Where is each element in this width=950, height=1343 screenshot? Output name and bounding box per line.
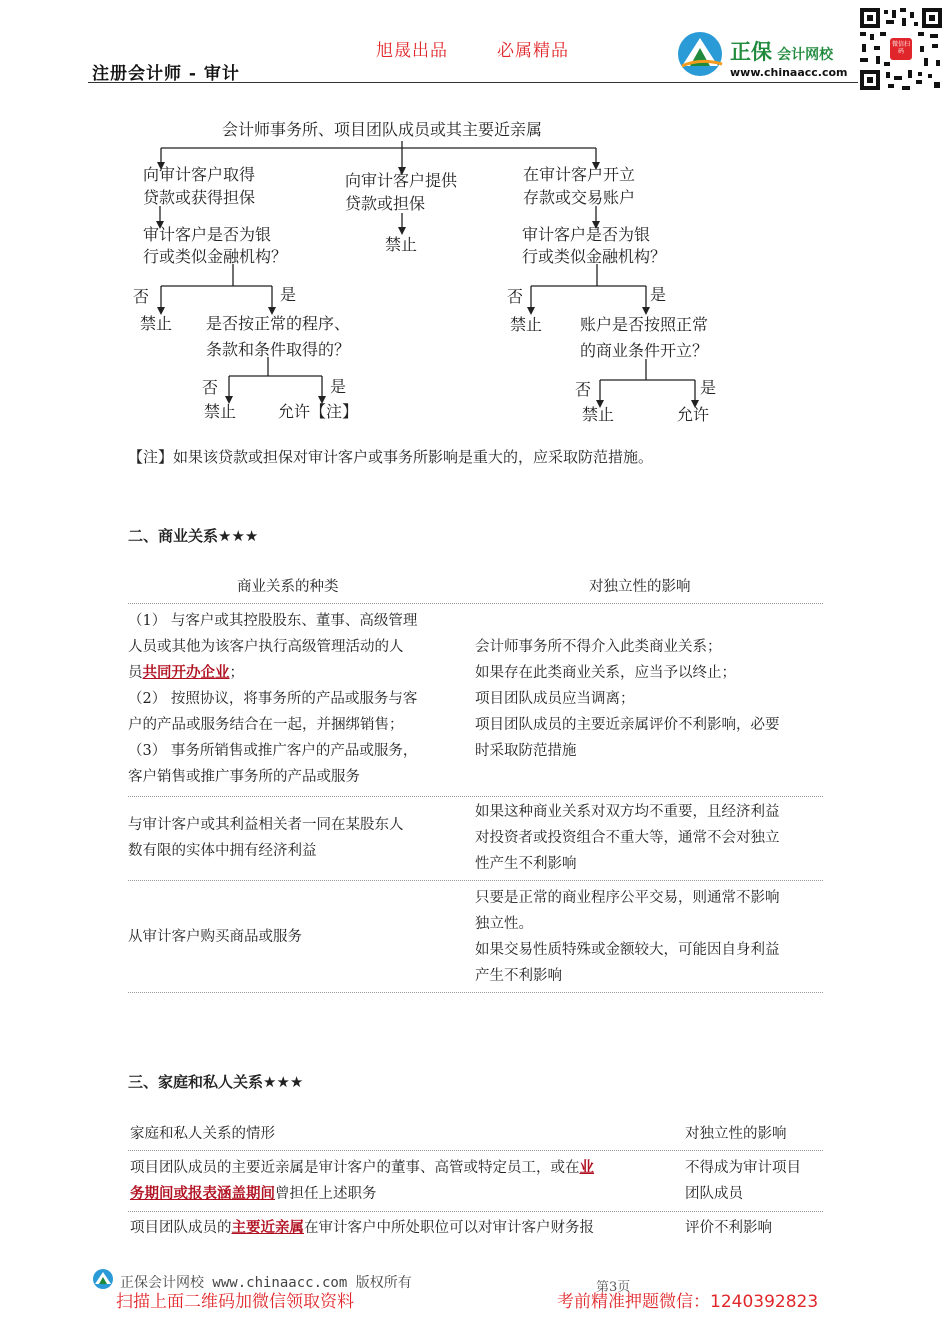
footer-brand: 正保会计网校 www.chinaacc.com 版权所有 bbox=[120, 1275, 412, 1291]
flow-left-q2-no: 否 bbox=[202, 378, 219, 397]
row1-right-line: 如果存在此类商业关系，应当予以终止； bbox=[475, 665, 736, 681]
flow-right-q2-no: 否 bbox=[575, 380, 592, 399]
section3-col2-header: 对独立性的影响 bbox=[685, 1126, 787, 1142]
row1-left-line: （3） 事务所销售或推广客户的产品或服务， bbox=[128, 743, 418, 759]
row1-right-line: 项目团队成员应当调离； bbox=[475, 691, 635, 707]
highlight-relatives: 主要近亲属 bbox=[231, 1219, 304, 1236]
row2-right-line: 对投资者或投资组合不重大等，通常不会对独立 bbox=[475, 830, 780, 846]
flow-left-q2-yes-result: 允许【注】 bbox=[278, 402, 359, 421]
section3-row1-right bbox=[685, 1155, 801, 1207]
flow-right-q2-2: 的商业条件开立？ bbox=[580, 341, 709, 360]
row1-right-line: 时采取防范措施 bbox=[475, 743, 577, 759]
header-slogan-left: 旭晟出品 bbox=[376, 41, 448, 61]
flow-left-no: 否 bbox=[133, 287, 150, 306]
flow-right-q2-no-result: 禁止 bbox=[582, 405, 615, 424]
row3-right-line: 独立性。 bbox=[475, 916, 533, 932]
flow-right-no-result: 禁止 bbox=[510, 315, 543, 334]
section2-row1-right bbox=[475, 634, 825, 764]
flowchart-lines bbox=[0, 0, 950, 440]
flow-note: 【注】如果该贷款或担保对审计客户或事务所影响是重大的，应采取防范措施。 bbox=[128, 448, 654, 466]
flow-root: 会计师事务所、项目团队成员或其主要近亲属 bbox=[222, 120, 543, 139]
section2-col2-header: 对独立性的影响 bbox=[589, 579, 691, 595]
section3-rule bbox=[128, 1211, 823, 1212]
section2-row3-left: 从审计客户购买商品或服务 bbox=[128, 929, 302, 945]
flow-left-yes: 是 bbox=[280, 285, 297, 304]
s3-row1-right-line: 团队成员 bbox=[685, 1186, 743, 1202]
section2-row2-left bbox=[128, 812, 404, 864]
header-slogan-right: 必属精品 bbox=[497, 41, 569, 61]
flow-left-q2-1: 是否按正常的程序、 bbox=[206, 314, 351, 333]
section2-col1-header: 商业关系的种类 bbox=[237, 579, 339, 595]
flow-left-branch-1: 向审计客户取得 bbox=[143, 165, 256, 184]
footer-promo-left: 扫描上面二维码加微信领取资料 bbox=[116, 1292, 354, 1312]
flow-left-no-result: 禁止 bbox=[140, 314, 173, 333]
flow-right-q1-1: 审计客户是否为银 bbox=[522, 225, 651, 244]
s3-row1-left-line: 项目团队成员的主要近亲属是审计客户的董事、高管或特定员工，或在业 bbox=[130, 1159, 594, 1176]
row1-right-line: 项目团队成员的主要近亲属评价不利影响，必要 bbox=[475, 717, 780, 733]
course-title: 注册会计师 - 审计 bbox=[92, 64, 240, 84]
flow-right-no: 否 bbox=[507, 287, 524, 306]
row2-left-line: 与审计客户或其利益相关者一同在某股东人 bbox=[128, 817, 404, 833]
flow-right-branch-2: 存款或交易账户 bbox=[523, 188, 636, 207]
flow-mid-branch-2: 贷款或担保 bbox=[345, 194, 426, 213]
row1-left-line: 户的产品或服务结合在一起，并捆绑销售； bbox=[128, 717, 404, 733]
logo-name: 正保 bbox=[730, 40, 772, 64]
row3-right-line: 只要是正常的商业程序公平交易，则通常不影响 bbox=[475, 890, 780, 906]
highlight-period: 业 bbox=[579, 1159, 594, 1176]
section3-col1-header: 家庭和私人关系的情形 bbox=[130, 1126, 275, 1142]
flow-mid-result: 禁止 bbox=[385, 235, 418, 254]
section3-row2-right: 评价不利影响 bbox=[685, 1220, 772, 1236]
row1-left-line: 人员或其他为该客户执行高级管理活动的人 bbox=[128, 639, 404, 655]
flow-mid-branch-1: 向审计客户提供 bbox=[345, 171, 458, 190]
section2-rule bbox=[128, 992, 823, 993]
flow-right-q1-2: 行或类似金融机构？ bbox=[522, 247, 667, 266]
flow-right-q2-yes: 是 bbox=[700, 378, 717, 397]
section3-row1-left bbox=[130, 1155, 670, 1207]
flow-left-q1-1: 审计客户是否为银 bbox=[143, 225, 272, 244]
footer-page: 第3页 bbox=[596, 1280, 631, 1295]
flow-left-q1-2: 行或类似金融机构？ bbox=[143, 247, 288, 266]
qr-badge: 微信扫码 bbox=[891, 41, 910, 55]
row2-left-line: 数有限的实体中拥有经济利益 bbox=[128, 843, 317, 859]
flow-right-q2-1: 账户是否按照正常 bbox=[580, 315, 709, 334]
highlight-joint-venture: 共同开办企业 bbox=[142, 664, 230, 681]
section2-row2-right bbox=[475, 799, 780, 877]
row1-left-line: 员共同开办企业； bbox=[128, 664, 244, 681]
row2-right-line: 如果这种商业关系对双方均不重要，且经济利益 bbox=[475, 804, 780, 820]
flow-right-yes: 是 bbox=[650, 285, 667, 304]
row1-left-line: 客户销售或推广事务所的产品或服务 bbox=[128, 769, 360, 785]
s3-row1-right-line: 不得成为审计项目 bbox=[685, 1160, 801, 1176]
flow-right-branch-1: 在审计客户开立 bbox=[523, 165, 636, 184]
section2-rule bbox=[128, 796, 823, 797]
flow-left-branch-2: 贷款或获得担保 bbox=[143, 188, 256, 207]
logo-url: www.chinaacc.com bbox=[730, 66, 848, 79]
section3-rule bbox=[128, 1150, 823, 1151]
logo-sub: 会计网校 bbox=[777, 47, 834, 63]
row2-right-line: 性产生不利影响 bbox=[475, 856, 577, 872]
flow-left-q2-yes: 是 bbox=[330, 377, 347, 396]
flow-left-q2-2: 条款和条件取得的？ bbox=[206, 340, 351, 359]
section3-title: 三、家庭和私人关系★★★ bbox=[128, 1073, 304, 1091]
flow-right-q2-yes-result: 允许 bbox=[677, 405, 710, 424]
section3-row2-left: 项目团队成员的主要近亲属在审计客户中所处职位可以对审计客户财务报 bbox=[130, 1219, 594, 1236]
footer-promo-right: 考前精准押题微信：1240392823 bbox=[557, 1292, 819, 1312]
section2-rule bbox=[128, 603, 823, 604]
row3-right-line: 产生不利影响 bbox=[475, 968, 562, 984]
row1-left-line: （2） 按照协议，将事务所的产品或服务与客 bbox=[128, 691, 418, 707]
section2-row1-left bbox=[128, 608, 468, 790]
section2-row3-right bbox=[475, 885, 780, 989]
section2-rule bbox=[128, 880, 823, 881]
section2-title: 二、商业关系★★★ bbox=[128, 527, 259, 545]
footer-logo-icon bbox=[92, 1268, 116, 1290]
row1-right-line: 会计师事务所不得介入此类商业关系； bbox=[475, 639, 722, 655]
highlight-period: 务期间或报表涵盖期间 bbox=[130, 1185, 275, 1202]
flow-left-q2-no-result: 禁止 bbox=[204, 402, 237, 421]
row1-left-line: （1） 与客户或其控股股东、董事、高级管理 bbox=[128, 613, 418, 629]
s3-row1-left-line: 务期间或报表涵盖期间曾担任上述职务 bbox=[130, 1185, 377, 1202]
row3-right-line: 如果交易性质特殊或金额较大，可能因自身利益 bbox=[475, 942, 780, 958]
